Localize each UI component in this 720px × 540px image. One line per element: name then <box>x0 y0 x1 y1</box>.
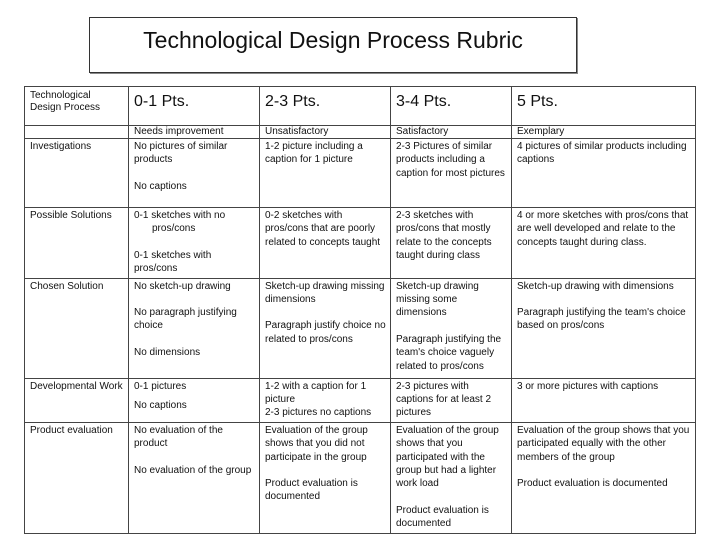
rubric-cell: 3 or more pictures with captions <box>512 378 696 422</box>
criterion-cell: Investigations <box>25 139 129 208</box>
criterion-cell: Product evaluation <box>25 422 129 533</box>
level-satisfactory: Satisfactory <box>391 126 512 139</box>
table-row-product-evaluation <box>25 422 696 533</box>
rubric-cell: 4 or more sketches with pros/cons that are well developed and relate to the concepts taught during class. <box>512 208 696 279</box>
level-needs-improvement: Needs improvement <box>129 126 260 139</box>
column-header-0-1: 0-1 Pts. <box>129 87 260 126</box>
cell-text: No captions <box>134 400 187 412</box>
rubric-cell: 2-3 sketches with pros/cons that mostly relate to the concepts taught during class <box>391 208 512 279</box>
levels-blank-cell <box>25 126 129 139</box>
rubric-cell <box>512 278 696 378</box>
rubric-cell: 0-2 sketches with pros/cons that are poorly related to concepts taught <box>260 208 391 279</box>
table-row-chosen-solution <box>25 278 696 378</box>
criterion-cell: Chosen Solution <box>25 278 129 378</box>
column-header-2-3: 2-3 Pts. <box>260 87 391 126</box>
rubric-cell <box>129 278 260 378</box>
rubric-cell <box>129 378 260 422</box>
cell-text: 0-1 pictures <box>134 380 187 392</box>
cell-text: No pictures of similar products <box>134 141 228 166</box>
rubric-cell <box>260 422 391 533</box>
title-box <box>89 17 577 73</box>
rubric-cell <box>129 208 260 279</box>
cell-text: Paragraph justifying the team's choice vaguely related to pros/cons <box>396 333 502 372</box>
table-row-investigations <box>25 139 696 208</box>
table-row-developmental-work <box>25 378 696 422</box>
cell-text: Evaluation of the group shows that you participated with the group but had a lighter work load <box>396 424 499 490</box>
cell-text: Product evaluation is documented <box>517 478 668 490</box>
rubric-cell: 1-2 picture including a caption for 1 picture <box>260 139 391 208</box>
levels-row <box>25 126 696 139</box>
level-unsatisfactory: Unsatisfactory <box>260 126 391 139</box>
cell-text: Sketch-up drawing with dimensions <box>517 280 674 292</box>
cell-text: 0-1 sketches with pros/cons <box>134 249 212 275</box>
cell-text: Sketch-up drawing missing some dimensions <box>396 280 479 319</box>
cell-text: No captions <box>134 180 187 192</box>
rubric-cell <box>129 422 260 533</box>
cell-text: 1-2 with a caption for 1 picture <box>265 380 367 406</box>
rubric-cell <box>260 378 391 422</box>
cell-text: Product evaluation is documented <box>265 478 358 503</box>
rubric-cell <box>129 139 260 208</box>
rubric-table <box>24 86 696 534</box>
table-row-possible-solutions <box>25 208 696 279</box>
cell-text: Paragraph justify choice no related to pros/cons <box>265 320 386 345</box>
cell-text: No sketch-up drawing <box>134 280 231 292</box>
rubric-cell: 2-3 Pictures of similar products including a caption for most pictures <box>391 139 512 208</box>
cell-text: No dimensions <box>134 346 201 358</box>
column-header-5: 5 Pts. <box>512 87 696 126</box>
cell-text: 0-1 sketches with no <box>134 210 226 221</box>
criterion-cell: Possible Solutions <box>25 208 129 279</box>
rubric-cell <box>391 278 512 378</box>
rubric-cell: 2-3 pictures with captions for at least 2 pictures <box>391 378 512 422</box>
cell-text: Evaluation of the group shows that you participated equally with the other members of the group <box>517 424 690 463</box>
cell-text: No evaluation of the group <box>134 464 252 476</box>
level-exemplary: Exemplary <box>512 126 696 139</box>
column-header-3-4: 3-4 Pts. <box>391 87 512 126</box>
cell-text: 2-3 pictures no captions <box>265 407 372 419</box>
cell-text: Product evaluation is documented <box>396 504 489 530</box>
rubric-cell <box>260 278 391 378</box>
cell-text: No evaluation of the product <box>134 424 223 450</box>
rubric-cell <box>391 422 512 533</box>
page-title: Technological Design Process Rubric <box>143 27 523 53</box>
criterion-cell: Developmental Work <box>25 378 129 422</box>
cell-text: pros/cons <box>152 223 196 235</box>
cell-text: No paragraph justifying choice <box>134 307 237 332</box>
cell-text: Paragraph justifying the team's choice based on pros/cons <box>517 307 686 332</box>
cell-text: Sketch-up drawing missing dimensions <box>265 280 385 306</box>
header-row <box>25 87 696 126</box>
cell-text: Evaluation of the group shows that you did not participate in the group <box>265 424 368 463</box>
rubric-cell: 4 pictures of similar products including captions <box>512 139 696 208</box>
rubric-cell <box>512 422 696 533</box>
criteria-header: Technological Design Process <box>25 87 129 126</box>
